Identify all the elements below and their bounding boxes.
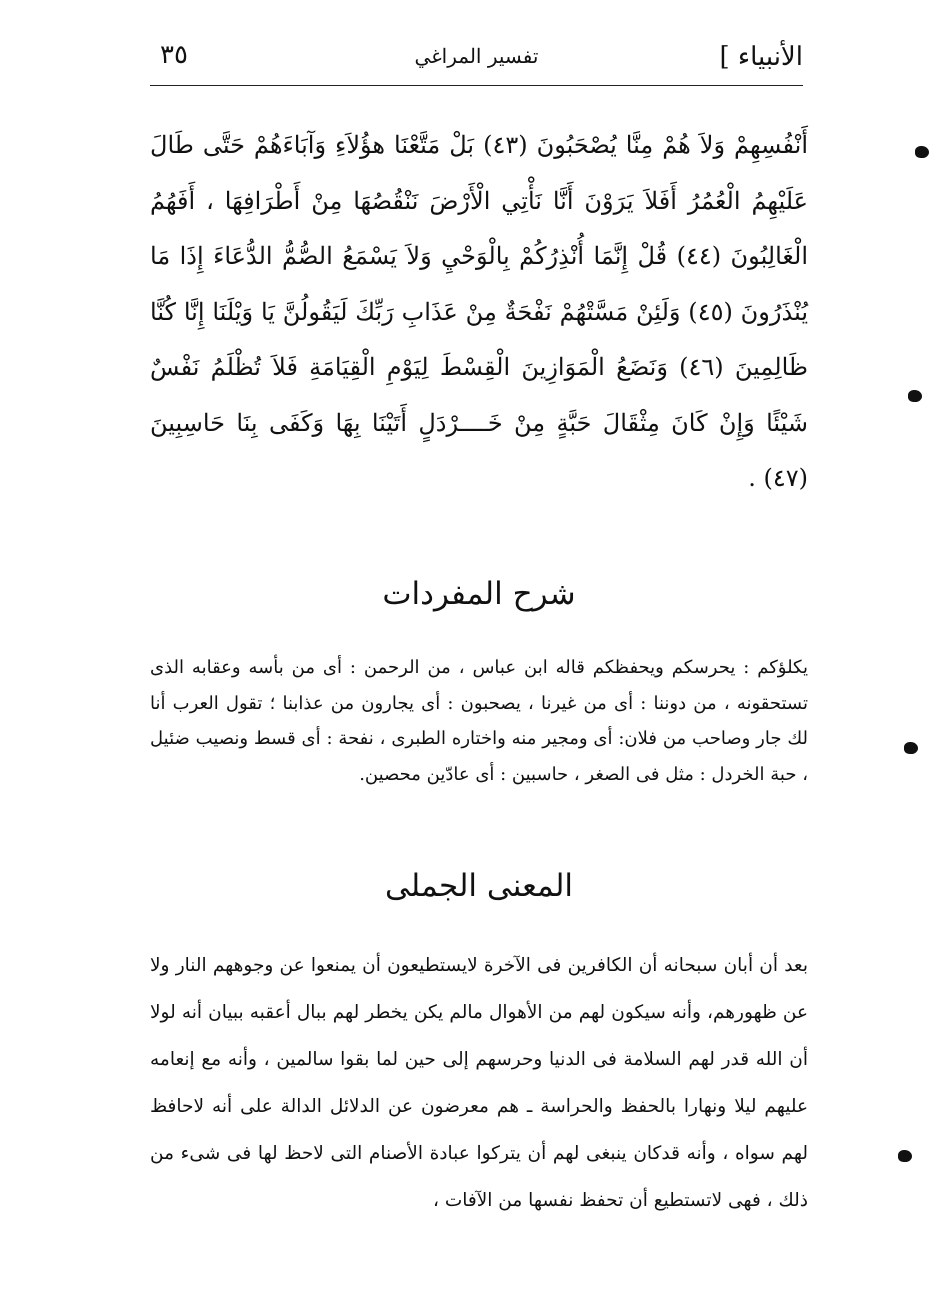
quran-verses: أَنْفُسِهِمْ وَلاَ هُمْ مِنَّا يُصْحَبُونَ (٤٣) بَلْ مَتَّعْنَا هؤُلاَءِ وَآبَاءَهُمْ حَتَّى طَالَ عَلَيْهِمُ الْعُمُرُ أَفَلاَ يَرَوْنَ أَنَّا نَأْتِي الْأَرْضَ نَنْقُصُهَا مِنْ أَطْرَافِهَا ، أَفَهُمُ الْغَالِبُونَ (٤٤) قُلْ إِنَّمَا أُنْذِرُكُمْ بِالْوَحْيِ وَلاَ يَسْمَعُ الصُّمُّ الدُّعَاءَ إِذَا مَا يُنْذَرُونَ (٤٥) وَلَئِنْ مَسَّتْهُمْ نَفْحَةٌ مِنْ عَذَابِ رَبِّكَ لَيَقُولُنَّ يَا وَيْلَنَا إِنَّا كُنَّا ظَالِمِينَ (٤٦) وَنَضَعُ الْمَوَازِينَ الْقِسْطَ لِيَوْمِ الْقِيَامَةِ فَلاَ تُظْلَمُ نَفْسٌ شَيْئًا وَإِنْ كَانَ مِثْقَالَ حَبَّةٍ مِنْ خَــــرْدَلٍ أَتَيْنَا بِهَا وَكَفَى بِنَا حَاسِبِينَ (٤٧) .: [150, 131, 809, 492]
vocabulary-text: يكلؤكم : يحرسكم ويحفظكم قاله ابن عباس ، من الرحمن : أى من بأسه وعقابه الذى تستحقونه ، من دوننا : أى من غيرنا ، يصحبون : أى يجارون من عذابنا ؛ تقول العرب أنا لك جار وصاحب من فلان: أى ومجير منه واختاره الطبرى ، نفحة : أى قسط ونصيب ضئيل ، حبة الخردل : مثل فى الصغر ، حاسبين : أى عادّين محصين.: [150, 657, 808, 785]
scan-margin-mark: [908, 390, 922, 402]
scan-margin-mark: [904, 742, 918, 754]
meaning-heading: المعنى الجملى: [384, 868, 574, 904]
meaning-text: بعد أن أبان سبحانه أن الكافرين فى الآخرة لايستطيعون أن يمنعوا عن وجوههم النار ولا عن ظهورهم، وأنه سيكون لهم من الأهوال مالم يكن يخطر لهم ببال أعقبه ببيان أنه لولا أن الله قدر لهم السلامة فى الدنيا وحرسهم إلى حين لما بقوا سالمين ، وأنه مع إنعامه عليهم ليلا ونهارا بالحفظ والحراسة ـ هم معرضون عن الدلائل الدالة على أنه لاحافظ لهم سواه ، وأنه قدكان ينبغى لهم أن يتركوا عبادة الأصنام التى لاحظ لها فى شىء من ذلك ، فهى لاتستطيع أن تحفظ نفسها من الآفات ،: [150, 955, 808, 1211]
page-header: [150, 38, 803, 86]
surah-name: الأنبياء ]: [719, 42, 803, 72]
header-rule: [150, 85, 803, 86]
scan-margin-mark: [915, 146, 929, 158]
book-title: تفسير المراغي: [414, 44, 539, 68]
page-number: ٣٥: [160, 40, 188, 70]
scan-margin-mark: [898, 1150, 912, 1162]
vocabulary-heading: شرح المفردات: [382, 576, 576, 612]
